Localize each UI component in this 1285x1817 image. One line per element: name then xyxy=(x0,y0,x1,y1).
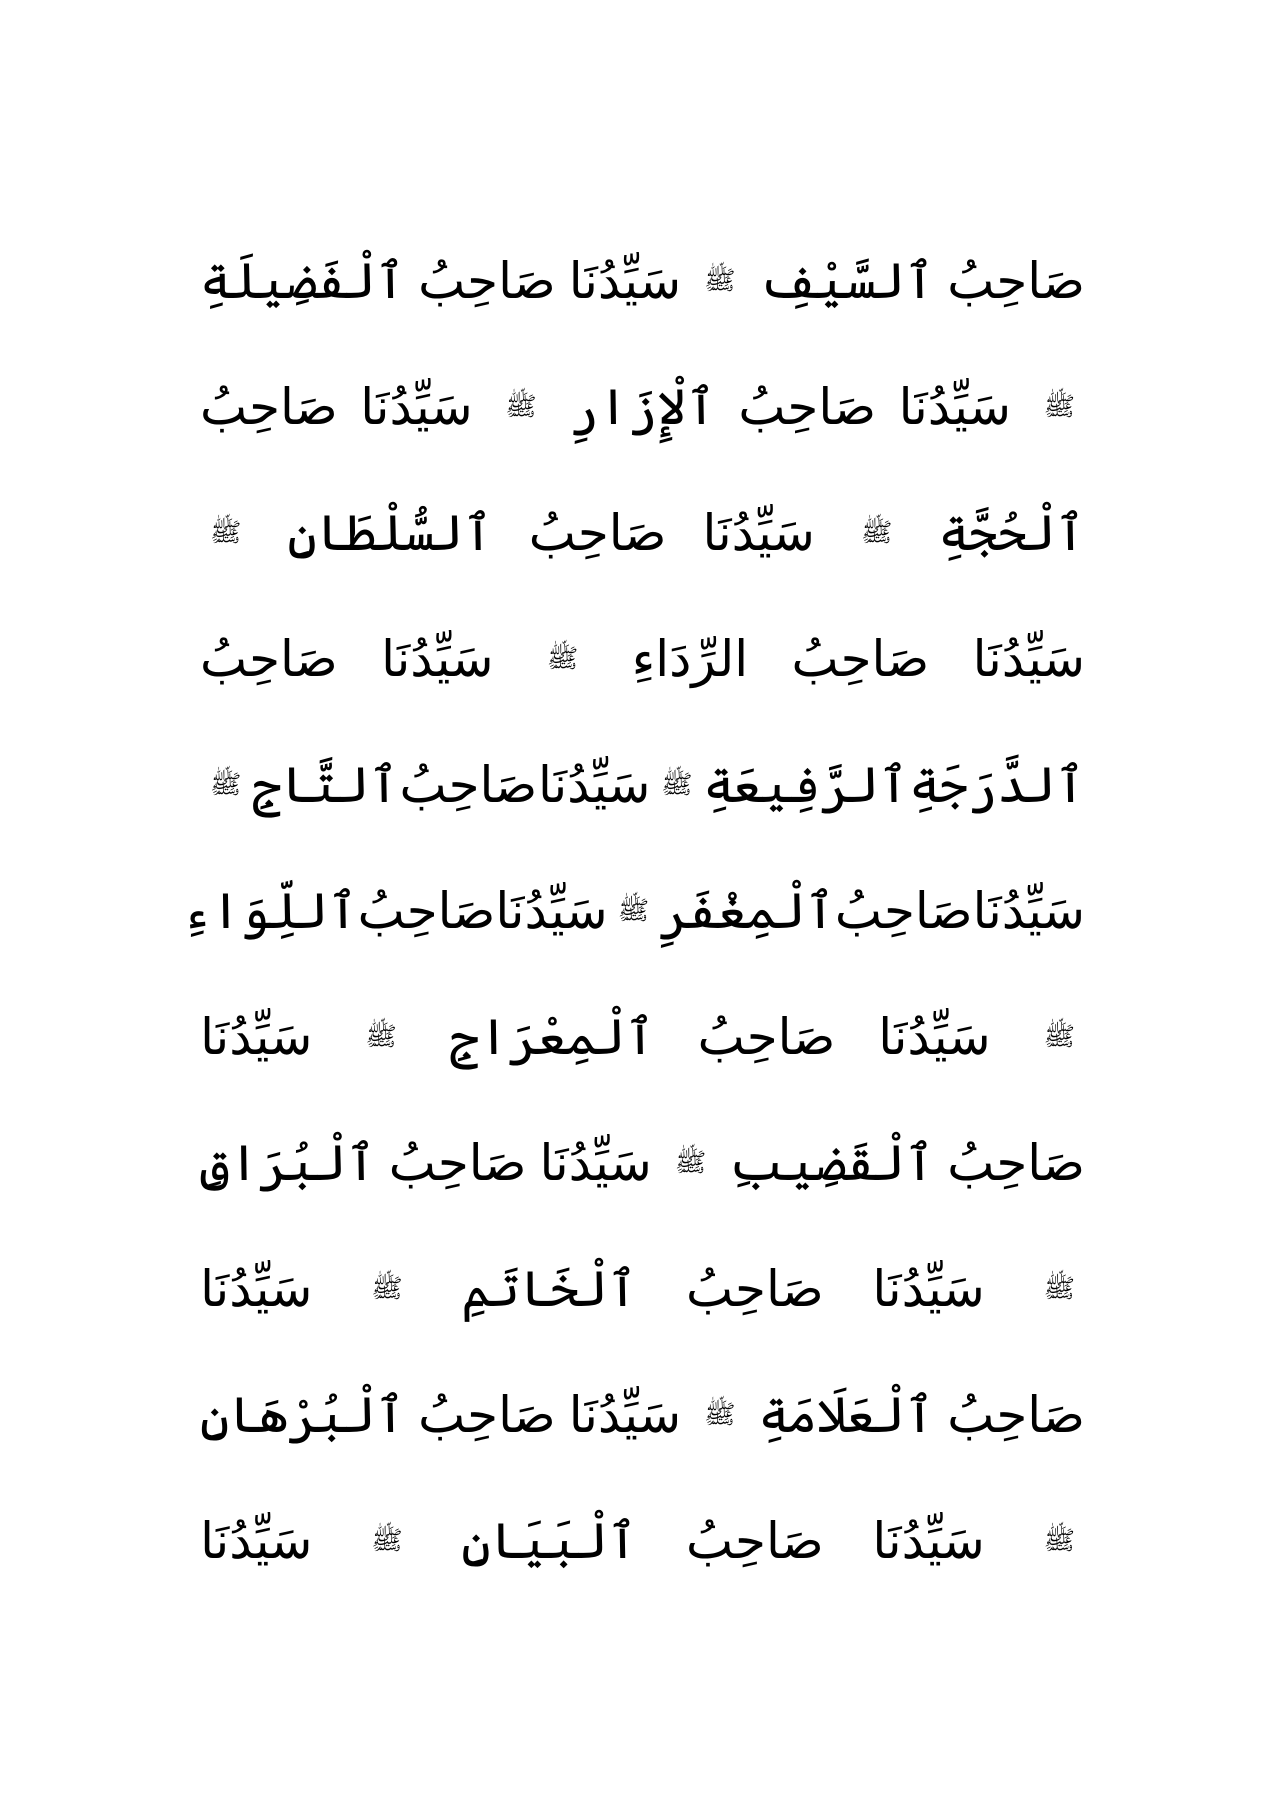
text-line xyxy=(200,470,1085,596)
text-line xyxy=(200,1478,1085,1604)
word: ٱلْمِعْرَاجِ xyxy=(449,1008,655,1066)
word: سَيِّدُنَا xyxy=(381,630,494,688)
salawat-ligature: ﷺ xyxy=(1043,392,1075,422)
salawat-ligature: ﷺ xyxy=(617,896,650,926)
salawat-ligature: ﷺ xyxy=(861,518,893,548)
calligraphy-text-block xyxy=(181,218,1085,1604)
word: ٱلْبَيَانِ xyxy=(461,1512,638,1570)
text-line xyxy=(200,218,1085,344)
salawat-ligature: ﷺ xyxy=(210,770,242,800)
salawat-ligature: ﷺ xyxy=(1043,1526,1075,1556)
word: ٱلْقَضِيبِ xyxy=(729,1134,935,1192)
word: سَيِّدُنَا xyxy=(878,1008,991,1066)
word: ٱلسُّلْطَانِ xyxy=(287,504,493,562)
text-line xyxy=(200,344,1085,470)
word: سَيِّدُنَا xyxy=(568,1386,682,1444)
word: ٱلْخَاتَمِ xyxy=(461,1260,638,1318)
salawat-ligature: ﷺ xyxy=(704,1400,736,1430)
word: صَاحِبُ xyxy=(528,504,667,562)
word: ٱلرَّفِيعَةِ xyxy=(703,756,909,814)
word: سَيِّدُنَا xyxy=(898,378,1011,436)
text-line xyxy=(200,974,1085,1100)
text-line xyxy=(181,848,1085,974)
word: سَيِّدُنَا xyxy=(568,252,682,310)
word: ٱللِّوَاءِ xyxy=(181,882,358,940)
word: صَاحِبُ xyxy=(738,378,877,436)
word: صَاحِبُ xyxy=(685,1512,824,1570)
word: سَيِّدُنَا xyxy=(872,1512,985,1570)
word: صَاحِبُ xyxy=(399,756,538,814)
salawat-ligature: ﷺ xyxy=(661,770,693,800)
salawat-ligature: ﷺ xyxy=(210,518,242,548)
word: صَاحِبُ xyxy=(947,1386,1085,1444)
text-line xyxy=(200,596,1085,722)
word: ٱلْفَضِيلَةِ xyxy=(200,252,406,310)
word: صَاحِبُ xyxy=(947,1134,1085,1192)
salawat-ligature: ﷺ xyxy=(546,644,579,674)
word: صَاحِبُ xyxy=(357,882,496,940)
salawat-ligature: ﷺ xyxy=(1043,1022,1075,1052)
word: صَاحِبُ xyxy=(791,630,930,688)
word: ٱلسَّيْفِ xyxy=(758,252,935,310)
text-line xyxy=(200,1226,1085,1352)
word: سَيِّدُنَا xyxy=(702,504,815,562)
word: سَيِّدُنَا xyxy=(972,882,1085,940)
word: ٱلتَّاجِ xyxy=(252,756,399,814)
salawat-ligature: ﷺ xyxy=(704,266,736,296)
salawat-ligature: ﷺ xyxy=(505,392,537,422)
word: صَاحِبُ xyxy=(418,252,556,310)
word: ٱلْبُرْهَانِ xyxy=(200,1386,406,1444)
word: الرِّدَاءِ xyxy=(631,630,749,688)
word: ٱلْبُرَاقِ xyxy=(200,1134,376,1192)
word: سَيِّدُنَا xyxy=(360,378,473,436)
word: ٱلْحُجَّةِ xyxy=(938,504,1085,562)
word: ٱلْعَلَامَةِ xyxy=(758,1386,935,1444)
word: صَاحِبُ xyxy=(418,1386,556,1444)
salawat-ligature: ﷺ xyxy=(674,1148,707,1178)
salawat-ligature: ﷺ xyxy=(371,1526,403,1556)
word: صَاحِبُ xyxy=(697,1008,836,1066)
word: ٱلْإِزَارِ xyxy=(569,378,716,436)
word: سَيِّدُنَا xyxy=(872,1260,985,1318)
word: ٱلدَّرَجَةِ xyxy=(909,756,1085,814)
word: سَيِّدُنَا xyxy=(539,1134,652,1192)
text-line xyxy=(200,1352,1085,1478)
word: سَيِّدُنَا xyxy=(200,1260,313,1318)
word: سَيِّدُنَا xyxy=(537,756,651,814)
word: سَيِّدُنَا xyxy=(495,882,608,940)
word: صَاحِبُ xyxy=(200,630,338,688)
salawat-ligature: ﷺ xyxy=(1043,1274,1075,1304)
word: صَاحِبُ xyxy=(388,1134,527,1192)
salawat-ligature: ﷺ xyxy=(371,1274,403,1304)
text-line xyxy=(200,722,1085,848)
word: سَيِّدُنَا xyxy=(200,1512,313,1570)
word: صَاحِبُ xyxy=(685,1260,824,1318)
word: سَيِّدُنَا xyxy=(200,1008,313,1066)
word: ٱلْمِغْفَرِ xyxy=(659,882,835,940)
word: سَيِّدُنَا xyxy=(972,630,1085,688)
word: صَاحِبُ xyxy=(200,378,338,436)
salawat-ligature: ﷺ xyxy=(365,1022,397,1052)
text-line xyxy=(200,1100,1085,1226)
word: صَاحِبُ xyxy=(834,882,973,940)
word: صَاحِبُ xyxy=(947,252,1085,310)
